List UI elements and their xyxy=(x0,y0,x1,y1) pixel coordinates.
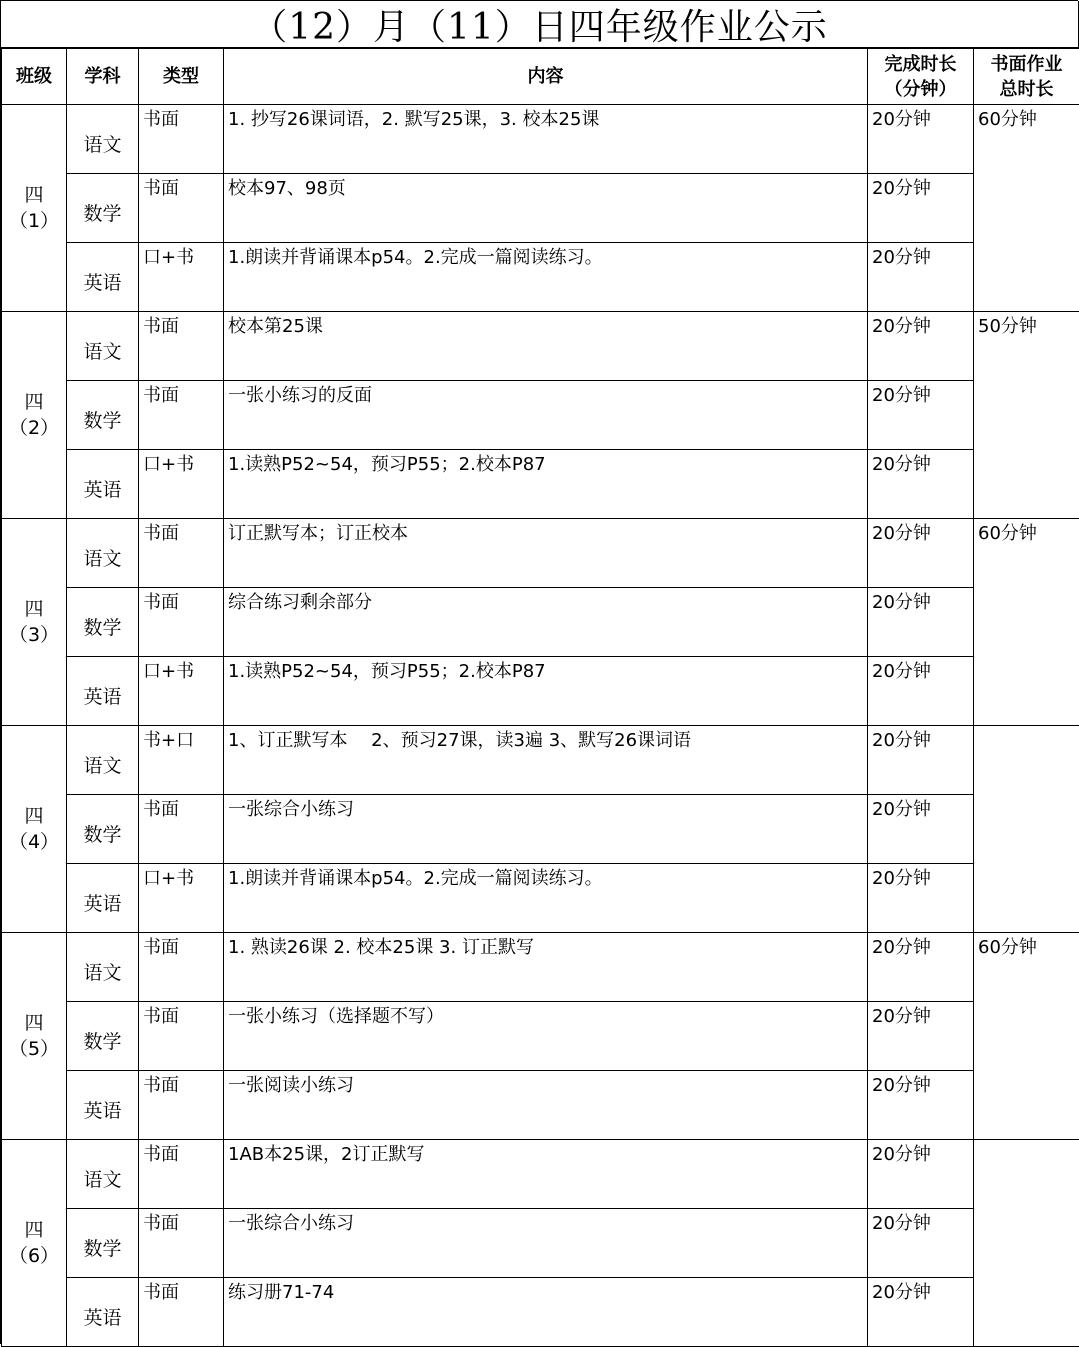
class-grade: 四 xyxy=(2,803,66,829)
content-cell: 校本第25课 xyxy=(224,312,868,381)
subject-cell: 英语 xyxy=(67,1071,139,1140)
content-cell: 一张小练习的反面 xyxy=(224,381,868,450)
type-cell: 书面 xyxy=(139,519,224,588)
duration-cell: 20分钟 xyxy=(868,381,974,450)
subject-cell: 语文 xyxy=(67,312,139,381)
subject-cell: 语文 xyxy=(67,726,139,795)
type-cell: 书面 xyxy=(139,105,224,174)
subject-cell: 数学 xyxy=(67,1209,139,1278)
class-grade: 四 xyxy=(2,1010,66,1036)
subject-cell: 英语 xyxy=(67,243,139,312)
content-cell: 1. 抄写26课词语，2. 默写25课，3. 校本25课 xyxy=(224,105,868,174)
class-grade: 四 xyxy=(2,1217,66,1243)
class-number: （2） xyxy=(2,415,66,441)
type-cell: 书面 xyxy=(139,174,224,243)
header-type: 类型 xyxy=(139,49,224,105)
header-row xyxy=(2,49,1079,105)
header-total-line2: 总时长 xyxy=(974,77,1079,102)
content-cell: 1.读熟P52~54，预习P55；2.校本P87 xyxy=(224,450,868,519)
type-cell: 书面 xyxy=(139,1002,224,1071)
content-cell: 一张综合小练习 xyxy=(224,1209,868,1278)
content-cell: 一张阅读小练习 xyxy=(224,1071,868,1140)
class-number: （3） xyxy=(2,622,66,648)
table-row xyxy=(2,1140,1079,1209)
type-cell: 口+书 xyxy=(139,243,224,312)
content-cell: 练习册71-74 xyxy=(224,1278,868,1347)
content-cell: 综合练习剩余部分 xyxy=(224,588,868,657)
homework-table xyxy=(1,48,1079,1347)
class-grade: 四 xyxy=(2,182,66,208)
header-total xyxy=(974,49,1079,105)
duration-cell: 20分钟 xyxy=(868,243,974,312)
table-row xyxy=(2,174,1079,243)
type-cell: 书面 xyxy=(139,1278,224,1347)
duration-cell: 20分钟 xyxy=(868,450,974,519)
class-cell xyxy=(2,933,67,1140)
class-number: （1） xyxy=(2,208,66,234)
content-cell: 1.朗读并背诵课本p54。2.完成一篇阅读练习。 xyxy=(224,864,868,933)
subject-cell: 语文 xyxy=(67,933,139,1002)
type-cell: 书面 xyxy=(139,933,224,1002)
total-cell xyxy=(974,1140,1079,1347)
subject-cell: 语文 xyxy=(67,105,139,174)
table-row xyxy=(2,657,1079,726)
duration-cell: 20分钟 xyxy=(868,657,974,726)
content-cell: 1AB本25课，2订正默写 xyxy=(224,1140,868,1209)
header-class: 班级 xyxy=(2,49,67,105)
header-content: 内容 xyxy=(224,49,868,105)
content-cell: 1、订正默写本 2、预习27课，读3遍 3、默写26课词语 xyxy=(224,726,868,795)
subject-cell: 语文 xyxy=(67,519,139,588)
class-cell xyxy=(2,1140,67,1347)
table-row xyxy=(2,1002,1079,1071)
content-cell: 1.朗读并背诵课本p54。2.完成一篇阅读练习。 xyxy=(224,243,868,312)
content-cell: 订正默写本；订正校本 xyxy=(224,519,868,588)
table-row xyxy=(2,933,1079,1002)
table-row xyxy=(2,1071,1079,1140)
subject-cell: 英语 xyxy=(67,450,139,519)
table-row xyxy=(2,450,1079,519)
table-row xyxy=(2,243,1079,312)
type-cell: 书+口 xyxy=(139,726,224,795)
duration-cell: 20分钟 xyxy=(868,1140,974,1209)
class-number: （5） xyxy=(2,1036,66,1062)
content-cell: 一张小练习（选择题不写） xyxy=(224,1002,868,1071)
table-row xyxy=(2,105,1079,174)
table-row xyxy=(2,588,1079,657)
header-duration-line2: （分钟） xyxy=(868,77,973,102)
subject-cell: 数学 xyxy=(67,381,139,450)
subject-cell: 数学 xyxy=(67,795,139,864)
duration-cell: 20分钟 xyxy=(868,795,974,864)
class-cell xyxy=(2,312,67,519)
subject-cell: 数学 xyxy=(67,174,139,243)
table-row xyxy=(2,864,1079,933)
subject-cell: 英语 xyxy=(67,864,139,933)
duration-cell: 20分钟 xyxy=(868,312,974,381)
duration-cell: 20分钟 xyxy=(868,1002,974,1071)
type-cell: 口+书 xyxy=(139,450,224,519)
duration-cell: 20分钟 xyxy=(868,1209,974,1278)
header-duration xyxy=(868,49,974,105)
page-title: （12）月（11）日四年级作业公示 xyxy=(1,1,1079,48)
class-number: （4） xyxy=(2,829,66,855)
duration-cell: 20分钟 xyxy=(868,1071,974,1140)
table-row xyxy=(2,1209,1079,1278)
subject-cell: 数学 xyxy=(67,588,139,657)
type-cell: 书面 xyxy=(139,1209,224,1278)
total-cell: 60分钟 xyxy=(974,519,1079,726)
header-total-line1: 书面作业 xyxy=(974,52,1079,77)
duration-cell: 20分钟 xyxy=(868,588,974,657)
content-cell: 1. 熟读26课 2. 校本25课 3. 订正默写 xyxy=(224,933,868,1002)
duration-cell: 20分钟 xyxy=(868,519,974,588)
total-cell: 60分钟 xyxy=(974,933,1079,1140)
header-subject: 学科 xyxy=(67,49,139,105)
header-duration-line1: 完成时长 xyxy=(868,52,973,77)
subject-cell: 英语 xyxy=(67,657,139,726)
type-cell: 口+书 xyxy=(139,864,224,933)
type-cell: 书面 xyxy=(139,588,224,657)
subject-cell: 语文 xyxy=(67,1140,139,1209)
table-row xyxy=(2,519,1079,588)
type-cell: 书面 xyxy=(139,1140,224,1209)
total-cell xyxy=(974,726,1079,933)
class-grade: 四 xyxy=(2,389,66,415)
type-cell: 书面 xyxy=(139,1071,224,1140)
table-row xyxy=(2,795,1079,864)
total-cell: 50分钟 xyxy=(974,312,1079,519)
table-body xyxy=(2,105,1079,1347)
content-cell: 校本97、98页 xyxy=(224,174,868,243)
duration-cell: 20分钟 xyxy=(868,1278,974,1347)
subject-cell: 英语 xyxy=(67,1278,139,1347)
table-row xyxy=(2,726,1079,795)
type-cell: 口+书 xyxy=(139,657,224,726)
table-row xyxy=(2,381,1079,450)
table-row xyxy=(2,1278,1079,1347)
subject-cell: 数学 xyxy=(67,1002,139,1071)
content-cell: 一张综合小练习 xyxy=(224,795,868,864)
duration-cell: 20分钟 xyxy=(868,726,974,795)
class-grade: 四 xyxy=(2,596,66,622)
class-cell xyxy=(2,726,67,933)
type-cell: 书面 xyxy=(139,795,224,864)
type-cell: 书面 xyxy=(139,312,224,381)
total-cell: 60分钟 xyxy=(974,105,1079,312)
duration-cell: 20分钟 xyxy=(868,174,974,243)
class-cell xyxy=(2,519,67,726)
class-number: （6） xyxy=(2,1243,66,1269)
duration-cell: 20分钟 xyxy=(868,864,974,933)
duration-cell: 20分钟 xyxy=(868,933,974,1002)
class-cell xyxy=(2,105,67,312)
type-cell: 书面 xyxy=(139,381,224,450)
table-row xyxy=(2,312,1079,381)
content-cell: 1.读熟P52~54，预习P55；2.校本P87 xyxy=(224,657,868,726)
duration-cell: 20分钟 xyxy=(868,105,974,174)
